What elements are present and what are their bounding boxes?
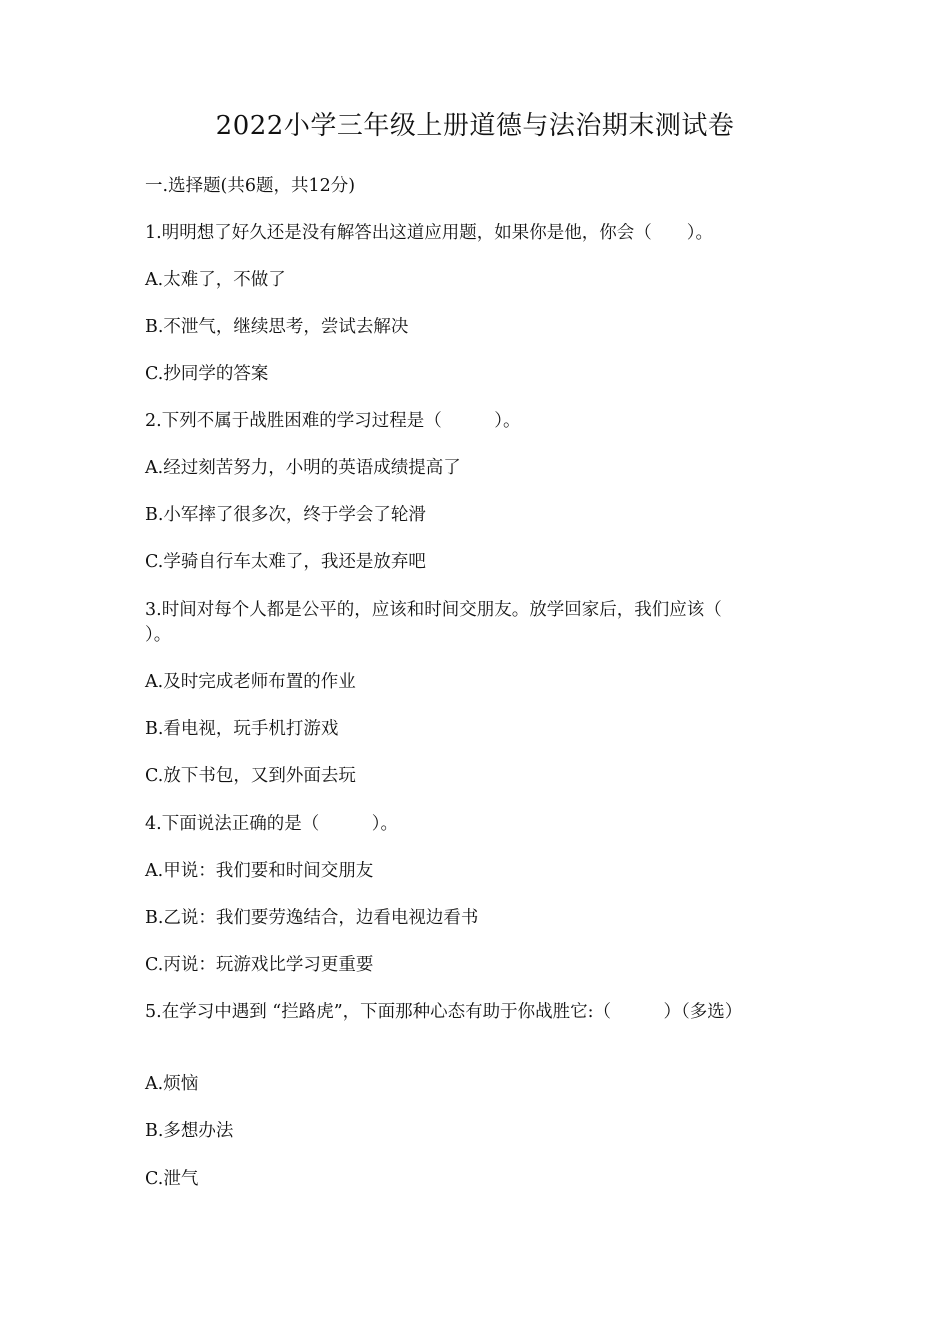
question-1-option-a: A.太难了，不做了 xyxy=(145,270,286,290)
question-5-option-c: C.泄气 xyxy=(145,1169,199,1189)
question-4-option-a: A.甲说：我们要和时间交朋友 xyxy=(145,861,374,881)
question-5-option-b: B.多想办法 xyxy=(145,1121,234,1141)
question-3-option-a: A.及时完成老师布置的作业 xyxy=(145,672,356,692)
question-3-option-c: C.放下书包，又到外面去玩 xyxy=(145,766,356,786)
question-5-option-a: A.烦恼 xyxy=(145,1074,199,1094)
question-2-option-c: C.学骑自行车太难了，我还是放弃吧 xyxy=(145,552,426,572)
question-2-stem: 2.下列不属于战胜困难的学习过程是（ ）。 xyxy=(145,411,521,431)
question-1-option-c: C.抄同学的答案 xyxy=(145,364,269,384)
section-heading: 一.选择题(共6题，共12分) xyxy=(145,176,356,196)
question-2-option-a: A.经过刻苦努力，小明的英语成绩提高了 xyxy=(145,458,461,478)
question-2-option-b: B.小军摔了很多次，终于学会了轮滑 xyxy=(145,505,426,525)
question-1-option-b: B.不泄气，继续思考，尝试去解决 xyxy=(145,317,409,337)
question-4-option-c: C.丙说：玩游戏比学习更重要 xyxy=(145,955,374,975)
question-4-stem: 4.下面说法正确的是（ ）。 xyxy=(145,814,398,834)
question-3-option-b: B.看电视，玩手机打游戏 xyxy=(145,719,339,739)
question-1-stem: 1.明明想了好久还是没有解答出这道应用题，如果你是他，你会（ ）。 xyxy=(145,223,713,243)
question-5-stem: 5.在学习中遇到 “拦路虎”，下面那种心态有助于你战胜它:（ ）（多选） xyxy=(145,1002,743,1022)
exam-title: 2022小学三年级上册道德与法治期末测试卷 xyxy=(215,111,735,141)
question-4-option-b: B.乙说：我们要劳逸结合，边看电视边看书 xyxy=(145,908,479,928)
question-3-stem: 3.时间对每个人都是公平的，应该和时间交朋友。放学回家后，我们应该（ ）。 xyxy=(145,600,775,645)
